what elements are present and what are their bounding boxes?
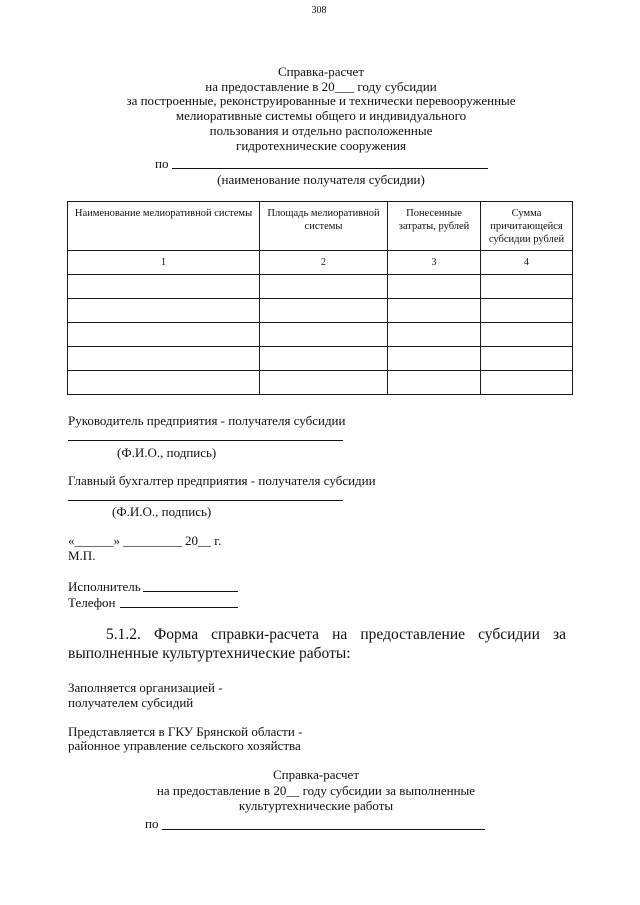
executor-blank-line: [143, 591, 238, 592]
column-number: 3: [388, 251, 481, 275]
submitted-to-line: районное управление сельского хозяйства: [68, 738, 301, 753]
column-header-line: Наименование мелиоративной системы: [74, 208, 253, 219]
form1-subtitle-line: за построенные, реконструированные и технически перевооруженные: [126, 93, 516, 109]
table-cell: [260, 299, 388, 323]
table-row: [68, 275, 573, 299]
table-cell: [481, 299, 573, 323]
phone-label: Телефон: [68, 595, 116, 610]
form1-title: Справка-расчет: [277, 64, 365, 79]
column-number-row: [68, 251, 573, 275]
table-cell: [388, 371, 481, 395]
table-cell: [388, 323, 481, 347]
director-caption: (Ф.И.О., подпись): [117, 445, 217, 460]
column-header-line: Сумма: [511, 208, 542, 219]
column-header-line: Площадь мелиоративной: [267, 208, 380, 219]
table-cell: [260, 323, 388, 347]
filled-by-line: получателем субсидий: [68, 695, 194, 710]
accountant-label: Главный бухгалтер предприятия - получателя субсидии: [68, 473, 376, 488]
accountant-signature-line: [68, 500, 343, 501]
executor-label: Исполнитель: [68, 579, 141, 594]
date-line: «______» _________ 20__ г.: [68, 533, 222, 548]
form1-subtitle-line: на предоставление в 20___ году субсидии: [205, 78, 437, 94]
form1-heading: [2, 65, 640, 153]
column-header-4: [481, 202, 573, 251]
section-heading: 5.1.2. Форма справки-расчета на предоставление субсидии за выполненные культуртехнические работы:: [68, 626, 566, 662]
form2-recipient-blank-line: [162, 829, 485, 830]
table-cell: [68, 347, 260, 371]
column-header-line: субсидии рублей: [488, 234, 565, 245]
column-number: 1: [68, 251, 260, 275]
table-header-row: [68, 202, 573, 251]
table-cell: [68, 275, 260, 299]
table-cell: [68, 299, 260, 323]
form2-recipient-prefix: по: [145, 816, 159, 831]
filled-by-line: Заполняется организацией -: [68, 680, 223, 695]
page-number: 308: [311, 5, 327, 16]
table-row: [68, 323, 573, 347]
form2-heading: [0, 767, 632, 814]
table-cell: [260, 347, 388, 371]
column-header-line: системы: [304, 221, 343, 232]
column-header-line: затраты, рублей: [398, 221, 470, 232]
table-body: [68, 251, 573, 395]
table-cell: [481, 371, 573, 395]
table-row: [68, 371, 573, 395]
phone-blank-line: [120, 607, 238, 608]
accountant-caption: (Ф.И.О., подпись): [112, 504, 212, 519]
form1-recipient-prefix: по: [155, 156, 169, 171]
form2-subtitle-line: культуртехнические работы: [238, 798, 394, 813]
form1-subtitle-line: мелиоративные системы общего и индивидуального: [175, 108, 467, 124]
table-cell: [68, 371, 260, 395]
column-header-2: [260, 202, 388, 251]
table-cell: [481, 275, 573, 299]
column-number: 2: [260, 251, 388, 275]
column-number: 4: [481, 251, 573, 275]
stamp-label: М.П.: [68, 548, 96, 563]
subsidy-calculation-table: [67, 201, 573, 395]
form1-subtitle-line: пользования и отдельно расположенные: [209, 122, 433, 138]
column-header-3: [388, 202, 481, 251]
submitted-to-line: Представляется в ГКУ Брянской области -: [68, 724, 303, 739]
table-cell: [260, 275, 388, 299]
column-header-line: Понесенные: [406, 208, 462, 219]
table-row: [68, 347, 573, 371]
form2-title: Справка-расчет: [272, 767, 360, 782]
form1-recipient-caption: (наименование получателя субсидии): [217, 172, 425, 187]
table-head: [68, 202, 573, 251]
form1-subtitle-line: гидротехнические сооружения: [235, 137, 407, 153]
table-row: [68, 299, 573, 323]
table-cell: [388, 299, 481, 323]
table-cell: [388, 275, 481, 299]
table-cell: [481, 323, 573, 347]
column-header-line: причитающейся: [490, 221, 563, 232]
director-label: Руководитель предприятия - получателя субсидии: [68, 413, 346, 428]
table-cell: [388, 347, 481, 371]
table-cell: [260, 371, 388, 395]
form1-recipient-blank-line: [172, 168, 488, 169]
table-cell: [68, 323, 260, 347]
director-signature-line: [68, 440, 343, 441]
column-header-1: [68, 202, 260, 251]
table-cell: [481, 347, 573, 371]
form2-subtitle-line: на предоставление в 20__ году субсидии за выполненные: [156, 782, 476, 798]
